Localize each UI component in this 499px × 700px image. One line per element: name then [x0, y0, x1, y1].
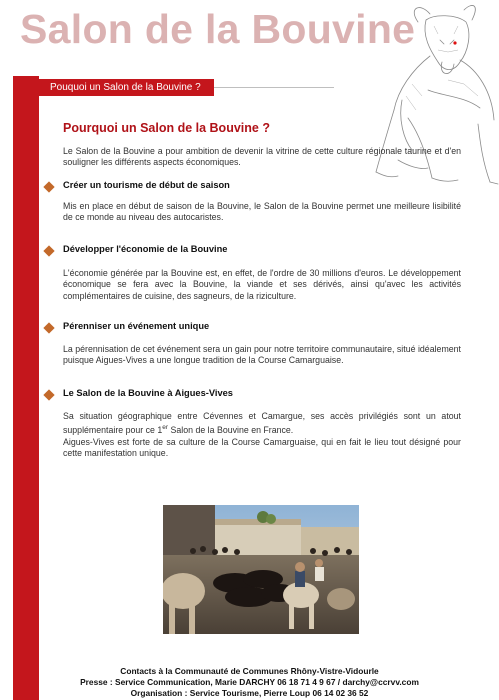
- section-paragraph: La pérennisation de cet événement sera un gain pour notre territoire communautaire, situé idéalement puisque Aigues-Vives a une longue tradition de la Course Camarguaise.: [63, 344, 461, 366]
- diamond-bullet-icon: [43, 322, 54, 333]
- section-paragraph: Sa situation géographique entre Cévennes et Camargue, ses accès privilégiés sont un atout supplémentaire pour ce 1er Salon de la Bouvine en France. Aigues-Vives est forte de sa culture de la Course Camarguaise, qui en fait le lieu tout désigné pour cette manifestation unique.: [63, 411, 461, 458]
- section-title: Créer un tourisme de début de saison: [63, 180, 230, 190]
- photo-illustration: [163, 505, 359, 634]
- section-paragraph: L'économie générée par la Bouvine est, en effet, de l'ordre de 30 millions d'euros. Le développement économique se fera avec la Bouvine, la viande et ses dérivés, ainsi qu'avec les activités complémentaires de cuisine, des sagneurs, de la riziculture.: [63, 268, 461, 301]
- page-heading: Pourquoi un Salon de la Bouvine ?: [63, 121, 270, 135]
- intro-paragraph: Le Salon de la Bouvine a pour ambition de devenir la vitrine de cette culture régionale taurine et d'en souligner les différents aspects économiques.: [63, 146, 461, 168]
- section-title: Développer l'économie de la Bouvine: [63, 244, 228, 254]
- diamond-bullet-icon: [43, 181, 54, 192]
- red-margin-bar: [13, 76, 39, 700]
- diamond-bullet-icon: [43, 245, 54, 256]
- footer-press: Presse : Service Communication, Marie DARCHY 06 18 71 4 9 67 / darchy@ccrvv.com: [80, 677, 419, 687]
- bull-run-photo: [163, 505, 359, 634]
- banner-rule: [214, 87, 334, 88]
- footer-contacts: Contacts à la Communauté de Communes Rhôny-Vistre-Vidourle: [120, 666, 379, 676]
- section-title: Pérenniser un événement unique: [63, 321, 210, 331]
- diamond-bullet-icon: [43, 389, 54, 400]
- footer-organisation: Organisation : Service Tourisme, Pierre Loup 06 14 02 36 52: [130, 688, 369, 698]
- section-paragraph: Mis en place en début de saison de la Bouvine, le Salon de la Bouvine permet une meilleure lisibilité de ce monde au niveau des autocaristes.: [63, 201, 461, 223]
- site-title: Salon de la Bouvine: [20, 6, 416, 52]
- section-banner: Pouquoi un Salon de la Bouvine ?: [39, 79, 214, 96]
- section-title: Le Salon de la Bouvine à Aigues-Vives: [63, 388, 233, 398]
